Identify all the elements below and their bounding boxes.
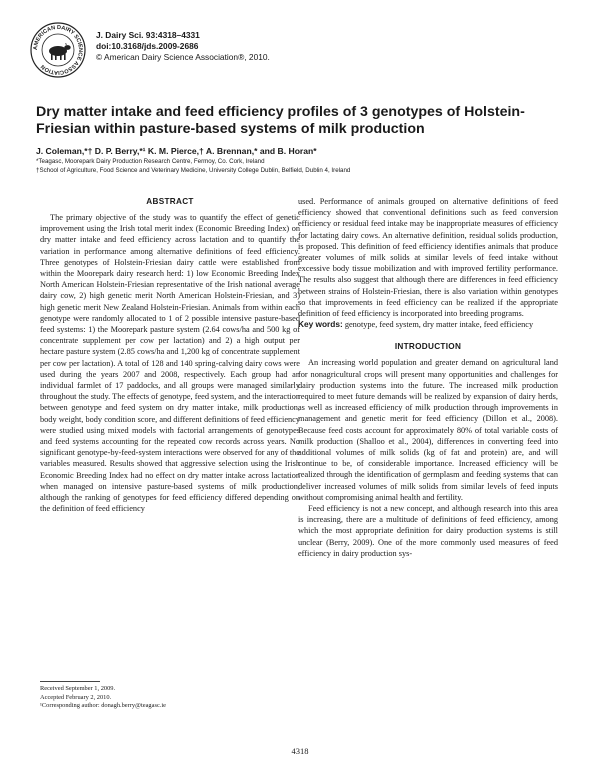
ads-logo [30, 22, 86, 78]
left-column [40, 197, 300, 514]
cow-icon [49, 43, 71, 60]
authors: J. Coleman,*† D. P. Berry,*¹ K. M. Pierce,† A. Brennan,* and B. Horan* [36, 146, 317, 156]
abstract-text: The primary objective of the study was to quantify the effect of genetic improvement using the Irish total merit index (Economic Breeding Index) on dry matter intake and feed efficiency across lactation and to quantify the variation in performance among alternative definitions of feed efficiency. Three genotypes of Holstein-Friesian dairy cattle were established from within the Moorepark dairy research herd: 1) low Economic Breeding Index North American Holstein-Friesian representative of the Irish national average dairy cow, 2) high genetic merit North American Holstein-Friesian, and 3) high genetic merit New Zealand Holstein-Friesian. Animals from within each genotype were randomly allocated to 1 of 2 possible intensive pasture-based feed systems: 1) the Moorepark pasture system (2.64 cows/ha and 500 kg of concentrate supplement per cow per lactation) and 2) a high output per hectare pasture system (2.85 cows/ha and 1,200 kg of concentrate supplement per cow per lactation). A total of 128 and 140 spring-calving dairy cows were used during the years 2007 and 2008, respectively. Each group had an individual farmlet of 17 paddocks, and all groups were managed similarly throughout the study. The effects of genotype, feed system, and the interaction between genotype and feed system on dry matter intake, milk production, body weight, body condition score, and different definitions of feed efficiency were studied using mixed models with factorial arrangements of genotypes and feed systems accounting for the repeated cow records across years. No significant genotype-by-feed-system interactions were observed for any of the variables measured. Results showed that aggressive selection using the Irish Economic Breeding Index had no effect on dry matter intake across lactation when managed on intensive pasture-based systems of milk production, although the ranking of genotypes for feed efficiency differed depending on the definition of feed efficiency [40, 213, 300, 514]
journal-info [96, 30, 270, 63]
introduction-heading: INTRODUCTION [394, 342, 462, 352]
received-date: Received September 1, 2009. [40, 685, 116, 692]
abstract-continued: used. Performance of animals grouped on alternative definitions of feed efficiency showed that conventional definitions such as feed conversion efficiency or residual feed intake may be inappropriate measures of efficiency for lactating dairy cows. An alternative definition, residual solids production, is proposed. This definition of feed efficiency identifies animals that produce greater volumes of milk solids at similar levels of feed intake without excessive body tissue mobilization and with improved fertility performance. The results also suggest that although there are differences in feed efficiency between strains of Holstein-Friesian, there is also variation within genotypes so that improvements in feed efficiency can be realized if the appropriate definition of feed efficiency is incorporated into breeding programs. [298, 197, 558, 319]
doi: doi:10.3168/jds.2009-2686 [96, 41, 199, 51]
copyright: © American Dairy Science Association®, 2010. [96, 52, 270, 62]
article-title: Dry matter intake and feed efficiency profiles of 3 genotypes of Holstein-Friesian within pasture-based systems of milk production [36, 104, 525, 137]
affiliation-2: †School of Agriculture, Food Science and Veterinary Medicine, University College Dublin, Belfield, Dublin 4, Ireland [36, 167, 351, 174]
abstract-heading: ABSTRACT [146, 197, 194, 206]
citation: J. Dairy Sci. 93:4318–4331 [96, 30, 200, 40]
footnotes [40, 685, 166, 711]
right-column [298, 196, 558, 559]
accepted-date: Accepted February 2, 2010. [40, 693, 112, 701]
logo-ring-text: AMERICAN DAIRY SCIENCE ASSOCIATION [32, 24, 84, 76]
footnote-rule [40, 681, 100, 682]
corresponding-author: ¹Corresponding author: donagh.berry@teagasc.ie [40, 702, 166, 710]
page-number: 4318 [291, 746, 309, 756]
keywords-label: Key words: [298, 319, 343, 330]
introduction-paragraph-2: Feed efficiency is not a new concept, and although research into this area is increasing, there are a multitude of definitions of feed efficiency, among which the most appropriate definition for dairy production systems is still unclear (Berry, 2009). One of the more commonly used measures of feed efficiency in dairy production sys- [298, 504, 558, 558]
introduction-paragraph-1: An increasing world population and greater demand on agricultural land for nonagricultural crops will present many opportunities and challenges for dairy production systems into the future. The increased milk production required to meet future demands will be realized by expansion of dairy herds, as well as increased efficiency of milk production through improvements in management and genetic merit for feed efficiency (Dillon et al., 2008). Because feed costs account for approximately 80% of total variable costs of milk production (Shalloo et al., 2004), differences in converting feed into additional volumes of milk solids (kg of fat and protein) are, and will continue to be, of considerable importance. Increased efficiency will be realized through the identification of germplasm and feeding systems that can deliver increased volumes of milk solids from similar levels of feed inputs without compromising animal health and fertility. [298, 358, 558, 502]
affiliation-1: *Teagasc, Moorepark Dairy Production Research Centre, Fermoy, Co. Cork, Ireland [36, 158, 265, 165]
keywords [298, 319, 558, 330]
keywords-text: genotype, feed system, dry matter intake, feed efficiency [344, 320, 534, 330]
affiliations [36, 157, 350, 175]
